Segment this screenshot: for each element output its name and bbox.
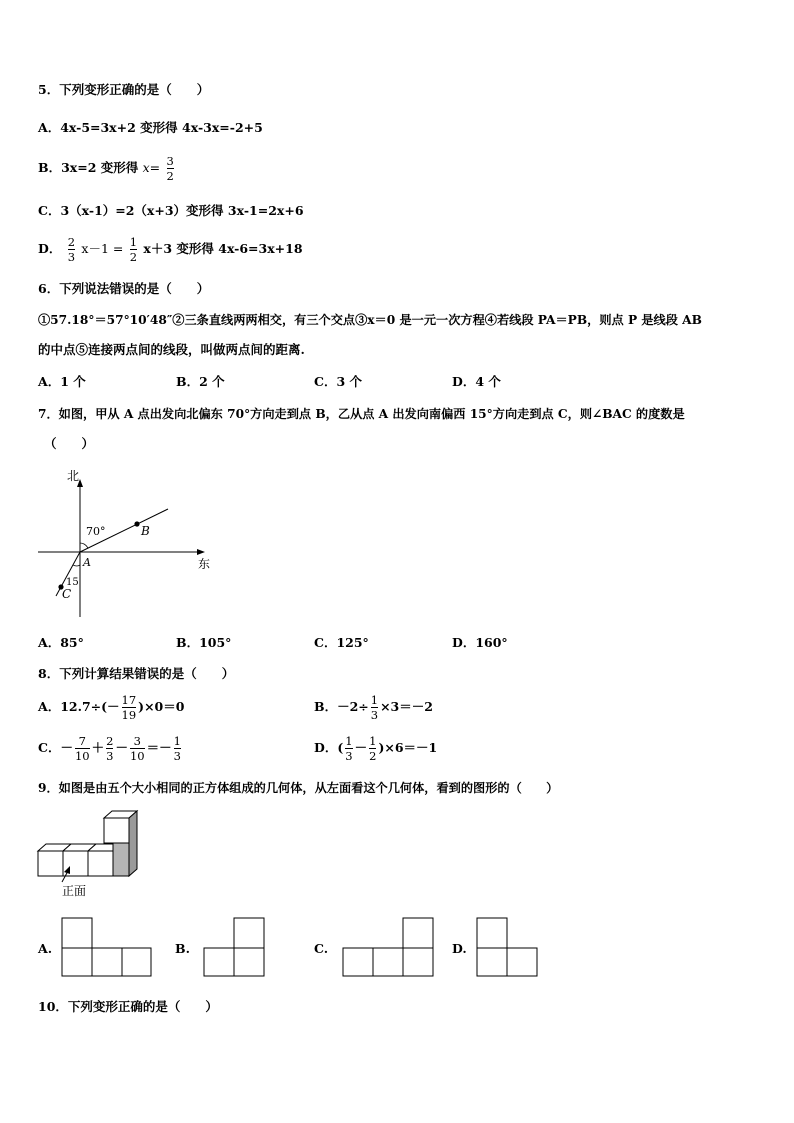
- q9-stem: 9．如图是由五个大小相同的正方体组成的几何体，从左面看这个几何体，看到的图形的（ ）: [38, 781, 559, 795]
- q5-option-b: B．3x=2 变形得 x= $\frac{3}{2}$: [38, 154, 174, 184]
- q6-line1: ①57.18°＝57°10′48″②三条直线两两相交，有三个交点③x＝0 是一元一次方程④若线段 PA＝PB，则点 P 是线段 AB: [38, 313, 702, 327]
- angle-15-label: 15: [66, 577, 79, 588]
- q10-stem: 10．下列变形正确的是（ ）: [38, 999, 218, 1014]
- cube-front-3: [88, 851, 113, 876]
- q7-stem: 7．如图，甲从 A 点出发向北偏东 70°方向走到点 B，乙从点 A 出发向南偏西 15°方向走到点 C，则∠BAC 的度数是: [38, 407, 685, 421]
- q9-option-a-figure: [62, 918, 151, 976]
- q5-option-a: A．4x-5=3x+2 变形得 4x-3x=-2+5: [38, 120, 263, 135]
- q8-option-d: D．( $\frac{1}{3}$ － $\frac{1}{2}$ )×6＝－1: [314, 734, 438, 764]
- q9-option-c-label: C.: [314, 941, 329, 956]
- q6-line2: 的中点⑤连接两点间的线段，叫做两点间的距离.: [38, 342, 305, 357]
- north-label: 北: [67, 469, 80, 483]
- q9-option-c-figure: [343, 918, 433, 976]
- q9-option-a-label: A.: [38, 941, 53, 956]
- point-a-label: A: [83, 556, 91, 569]
- q6-option-b: B．2 个: [176, 374, 225, 389]
- q5-option-d: D． $\frac{2}{3}$ x－1 = $\frac{1}{2}$ x＋3 变形得 4x-6=3x+18: [38, 235, 303, 265]
- q7-option-a: A．85°: [38, 635, 84, 650]
- q8-option-a: A．12.7÷(－ $\frac{17}{19}$ )×0＝0: [38, 693, 185, 723]
- q6-stem: 6．下列说法错误的是（ ）: [38, 281, 210, 296]
- q8-option-c: C．－ $\frac{7}{10}$ ＋ $\frac{2}{3}$ － $\frac{3}{10}$ ＝－ $\frac{1}{3}$: [38, 734, 181, 764]
- q6-option-c: C．3 个: [314, 374, 362, 389]
- q6-option-d: D．4 个: [452, 374, 501, 389]
- q9-option-d-figure: [477, 918, 537, 976]
- q7-option-d: D．160°: [452, 635, 508, 650]
- q9-option-b-figure: [204, 918, 264, 976]
- cube-stack-side: [129, 811, 137, 876]
- q5-stem: 5．下列变形正确的是（ ）: [38, 82, 210, 97]
- angle-70-label: 70°: [86, 525, 106, 538]
- q5-option-c: C．3（x-1）=2（x+3）变形得 3x-1=2x+6: [38, 203, 304, 218]
- point-b-label: B: [141, 524, 150, 538]
- q7-stem-paren: （ ）: [44, 436, 95, 451]
- q9-option-b-label: B.: [175, 941, 190, 956]
- q9-option-d-label: D.: [452, 941, 467, 956]
- front-label: 正面: [62, 884, 87, 898]
- q8-option-b: B．－2÷ $\frac{1}{3}$ ×3＝－2: [314, 693, 433, 723]
- q7-option-c: C．125°: [314, 635, 369, 650]
- cube-stack-lower-side: [113, 843, 129, 876]
- q6-option-a: A．1 个: [38, 374, 86, 389]
- cube-front-1: [38, 851, 63, 876]
- q8-stem: 8．下列计算结果错误的是（ ）: [38, 666, 235, 681]
- q7-option-b: B．105°: [176, 635, 232, 650]
- point-c-label: C: [62, 587, 72, 601]
- cube-stack-upper: [104, 818, 129, 843]
- east-label: 东: [198, 557, 211, 571]
